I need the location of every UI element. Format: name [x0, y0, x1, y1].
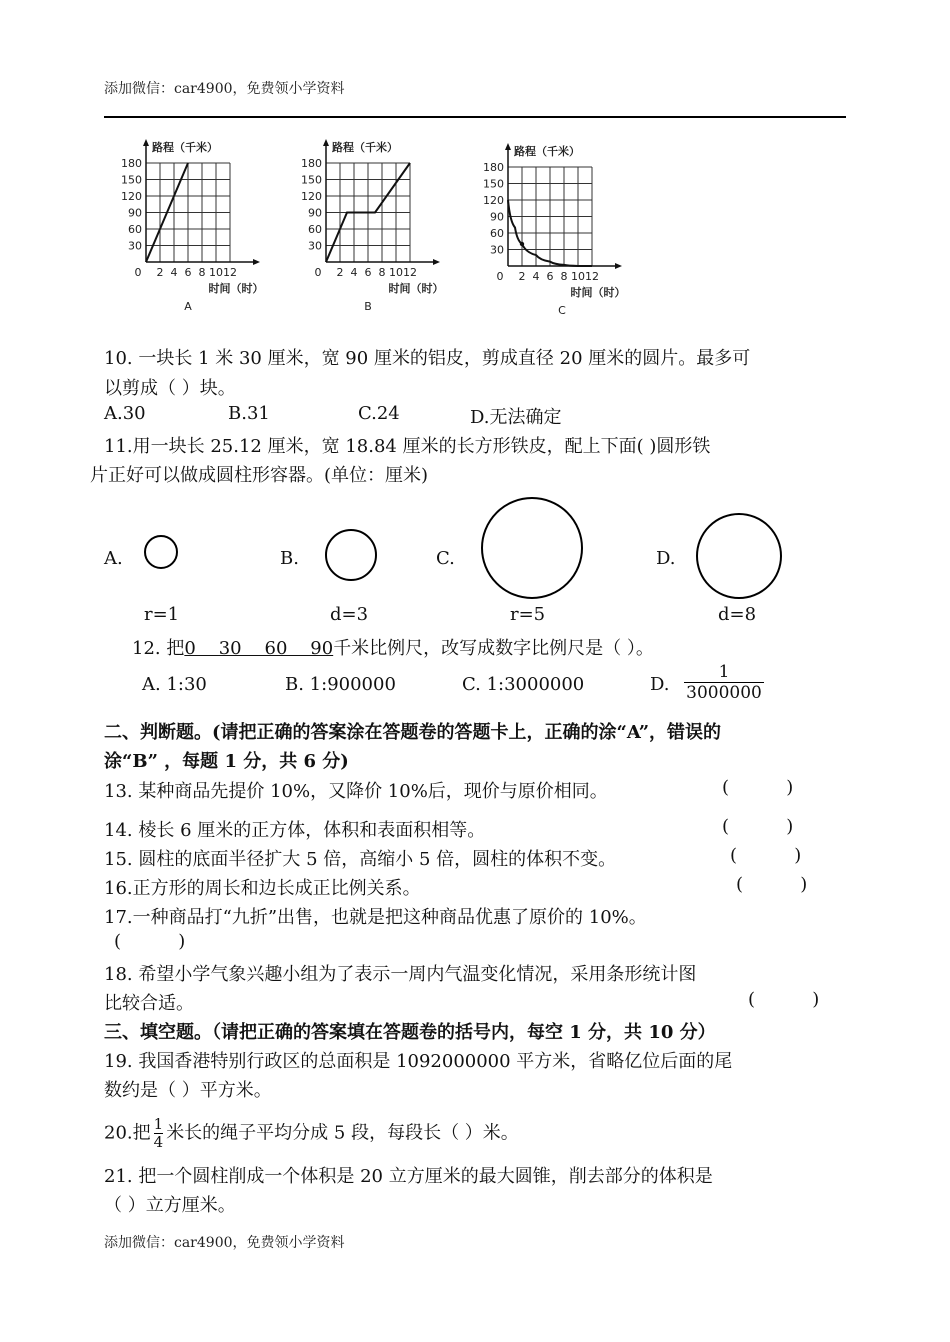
- graph-c-x-tick-label: 2: [518, 270, 526, 283]
- page-header: 添加微信：car4900，免费领小学资料: [104, 81, 345, 97]
- circle-option-b: [325, 529, 377, 581]
- graph-c-y-tick-label: 120: [483, 194, 504, 207]
- graph-b-x-label: 时间（时）: [388, 282, 444, 295]
- graph-b-x-tick-label: 12: [403, 266, 417, 279]
- question-10-line-1: 10. 一块长 1 米 30 厘米，宽 90 厘米的铝皮，剪成直径 20 厘米的圆片。最多可: [104, 348, 751, 369]
- graph-a-x-tick-label: 6: [184, 266, 192, 279]
- graph-a-y-arrow: [143, 139, 149, 146]
- graph-c-label: C: [558, 304, 566, 317]
- question-18-line-2: 比较合适。: [104, 993, 194, 1014]
- graph-c-x-tick-label: 10: [571, 270, 585, 283]
- circle-option-c: [481, 497, 583, 599]
- graph-c-y-tick-label: 90: [490, 210, 504, 224]
- graph-b-x-tick-label: 2: [336, 266, 344, 279]
- question-12-option-a: A. 1:30: [142, 674, 207, 695]
- graph-a-y-tick-label: 150: [121, 173, 142, 187]
- question-14-answer-paren: ( ): [722, 816, 794, 837]
- question-18-line-1: 18. 希望小学气象兴趣小组为了表示一周内气温变化情况，采用条形统计图: [104, 964, 697, 985]
- graph-a-x-tick-label: 4: [170, 266, 178, 279]
- graph-b-label: B: [364, 300, 372, 313]
- header-divider: [104, 116, 846, 118]
- graph-c-y-tick-label: 150: [483, 177, 504, 191]
- question-12-line: [132, 634, 654, 660]
- graph-b-x-tick-label: 6: [364, 266, 372, 279]
- question-10-option-d: D.无法确定: [470, 407, 562, 428]
- fraction-numerator: 1: [153, 1115, 164, 1133]
- fraction-numerator: 1: [718, 662, 730, 682]
- question-12-prefix: 12. 把: [132, 638, 185, 659]
- graph-b-y-tick-label: 180: [301, 157, 322, 170]
- distance-time-graph-c: [470, 134, 660, 324]
- graph-b-y-tick-label: 120: [301, 190, 322, 203]
- section-3-title: 三、填空题。（请把正确的答案填在答题卷的括号内，每空 1 分，共 10 分）: [104, 1022, 716, 1043]
- line-scale: 0 30 60 90: [184, 638, 334, 659]
- graph-a-y-tick-label: 120: [121, 190, 142, 203]
- question-12-option-c: C. 1:3000000: [462, 674, 585, 695]
- graph-c-x-label: 时间（时）: [570, 286, 626, 299]
- question-11-option-b-caption: d=3: [330, 604, 369, 625]
- question-16-answer-paren: ( ): [736, 874, 808, 895]
- question-20-prefix: 20.把: [104, 1122, 151, 1144]
- question-11-option-c-caption: r=5: [510, 604, 546, 625]
- question-10-option-c: C.24: [358, 403, 400, 424]
- section-2-title-line-1: 二、判断题。(请把正确的答案涂在答题卷的答题卡上，正确的涂“A”，错误的: [104, 722, 722, 743]
- question-11-line-1: 11.用一块长 25.12 厘米，宽 18.84 厘米的长方形铁皮，配上下面( )圆形铁: [104, 436, 711, 457]
- question-20-line: [104, 1116, 519, 1151]
- graph-c-y-tick-label: 30: [490, 243, 504, 257]
- question-11-option-d-letter: D.: [656, 548, 676, 569]
- graph-b-x-tick-label: 4: [350, 266, 358, 279]
- distance-time-graph-a: [108, 130, 298, 320]
- question-13: 13. 某种商品先提价 10%，又降价 10%后，现价与原价相同。: [104, 781, 608, 802]
- question-18-answer-paren: ( ): [748, 989, 820, 1010]
- graph-a-x-tick-label: 10: [209, 266, 223, 279]
- graph-a-y-tick-label: 30: [128, 239, 142, 253]
- graph-b-y-arrow: [323, 139, 329, 146]
- question-11-option-b-letter: B.: [280, 548, 299, 569]
- fraction-denominator: 3000000: [684, 682, 764, 703]
- question-12-suffix: 千米比例尺，改写成数字比例尺是（ ）。: [333, 638, 654, 659]
- graph-c-x-arrow: [615, 263, 622, 269]
- graph-a-x-tick-label: 2: [156, 266, 164, 279]
- graph-b-x-tick-label: 0: [314, 266, 322, 279]
- question-11-line-2: 片正好可以做成圆柱形容器。(单位：厘米): [90, 465, 429, 486]
- section-2-title-line-2: 涂“B” ，每题 1 分，共 6 分): [104, 751, 349, 772]
- question-21-line-2: （ ）立方厘米。: [104, 1195, 236, 1216]
- question-15: 15. 圆柱的底面半径扩大 5 倍，高缩小 5 倍，圆柱的体积不变。: [104, 849, 617, 870]
- question-17: 17.一种商品打“九折”出售，也就是把这种商品优惠了原价的 10%。: [104, 907, 647, 928]
- question-19-line-1: 19. 我国香港特别行政区的总面积是 1092000000 平方米，省略亿位后面的尾: [104, 1051, 733, 1072]
- question-15-answer-paren: ( ): [730, 845, 802, 866]
- question-10-option-a: A.30: [104, 403, 146, 424]
- graph-c-y-tick-label: 60: [490, 227, 504, 240]
- question-19-line-2: 数约是（ ）平方米。: [104, 1080, 272, 1101]
- graph-c-y-label: 路程（千米）: [514, 145, 580, 158]
- graph-a-y-label: 路程（千米）: [152, 141, 218, 154]
- question-12-option-d: D.: [650, 674, 670, 695]
- page-footer: 添加微信：car4900，免费领小学资料: [104, 1235, 345, 1251]
- question-11-option-a-caption: r=1: [144, 604, 180, 625]
- question-12-option-b: B. 1:900000: [285, 674, 396, 695]
- question-17-answer-paren: ( ): [114, 931, 186, 952]
- question-11-option-d-caption: d=8: [718, 604, 757, 625]
- graph-a-y-tick-label: 180: [121, 157, 142, 170]
- graph-a-label: A: [184, 300, 192, 313]
- question-16: 16.正方形的周长和边长成正比例关系。: [104, 878, 421, 899]
- distance-time-graph-b: [288, 130, 478, 320]
- graph-c-x-tick-label: 6: [546, 270, 554, 283]
- graph-b-x-tick-label: 10: [389, 266, 403, 279]
- graph-b-x-arrow: [433, 259, 440, 265]
- graph-b-y-tick-label: 60: [308, 223, 322, 236]
- graph-a-x-tick-label: 12: [223, 266, 237, 279]
- graph-a-x-tick-label: 8: [198, 266, 206, 279]
- fraction-one-quarter: [154, 1116, 164, 1151]
- graph-c-x-tick-label: 8: [560, 270, 568, 283]
- graph-c-x-tick-label: 4: [532, 270, 540, 283]
- graph-b-y-tick-label: 90: [308, 206, 322, 220]
- question-13-answer-paren: ( ): [722, 777, 794, 798]
- graph-a-x-arrow: [253, 259, 260, 265]
- graph-c-y-arrow: [505, 143, 511, 150]
- graph-a-y-tick-label: 60: [128, 223, 142, 236]
- circle-option-a: [144, 535, 178, 569]
- graph-c-x-tick-label: 12: [585, 270, 599, 283]
- graph-b-y-tick-label: 30: [308, 239, 322, 253]
- question-10-option-b: B.31: [228, 403, 270, 424]
- graph-a-x-label: 时间（时）: [208, 282, 264, 295]
- graph-c-x-tick-label: 0: [496, 270, 504, 283]
- graph-c-y-tick-label: 180: [483, 161, 504, 174]
- graph-b-y-tick-label: 150: [301, 173, 322, 187]
- graph-a-y-tick-label: 90: [128, 206, 142, 220]
- question-14: 14. 棱长 6 厘米的正方体，体积和表面积相等。: [104, 820, 486, 841]
- question-11-option-a-letter: A.: [104, 548, 123, 569]
- circle-option-d: [696, 513, 782, 599]
- fraction-option-d: [684, 662, 764, 703]
- question-20-suffix: 米长的绳子平均分成 5 段，每段长（ ）米。: [166, 1122, 519, 1144]
- graph-b-x-tick-label: 8: [378, 266, 386, 279]
- graph-a-x-tick-label: 0: [134, 266, 142, 279]
- question-10-line-2: 以剪成（ ）块。: [104, 378, 236, 399]
- graph-b-y-label: 路程（千米）: [332, 141, 398, 154]
- fraction-denominator: 4: [153, 1133, 164, 1151]
- question-21-line-1: 21. 把一个圆柱削成一个体积是 20 立方厘米的最大圆锥，削去部分的体积是: [104, 1166, 713, 1187]
- question-11-option-c-letter: C.: [436, 548, 455, 569]
